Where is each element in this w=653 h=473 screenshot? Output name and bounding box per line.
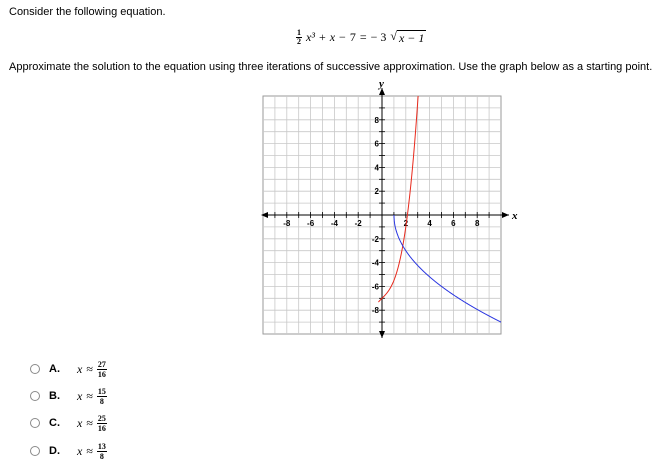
choice-value [77, 442, 107, 461]
y-tick-label: -8 [371, 306, 379, 316]
radio-c[interactable] [30, 418, 40, 428]
approx-icon: ≈ [86, 443, 93, 458]
choice-a[interactable] [30, 358, 107, 380]
approx-icon: ≈ [86, 361, 93, 376]
choice-fraction [97, 360, 107, 379]
equation-constant: 7 [349, 30, 356, 44]
choice-denominator: 8 [99, 451, 104, 461]
choice-letter: A. [49, 363, 60, 375]
choice-c[interactable] [30, 412, 107, 434]
choice-var: x [77, 388, 83, 403]
choice-numerator: 25 [97, 413, 106, 423]
y-axis-label: y [379, 78, 384, 90]
y-tick-label: -6 [371, 282, 379, 292]
equation-radicand: x − 1 [398, 31, 425, 45]
graph [262, 78, 518, 335]
choice-var: x [77, 415, 83, 430]
coef-numerator: 1 [297, 28, 301, 37]
instructions: Approximate the solution to the equation using three iterations of successive approximation. Use the graph below as a starting point. [9, 61, 653, 73]
choice-fraction [97, 414, 107, 433]
y-tick-label: 6 [374, 139, 379, 149]
y-tick-label: -4 [371, 258, 379, 268]
radio-a[interactable] [30, 364, 40, 374]
equation-equals: = [359, 30, 367, 44]
equation-sqrt [390, 29, 426, 46]
choice-d[interactable] [30, 440, 107, 462]
choice-denominator: 16 [97, 423, 106, 433]
y-tick-label: 8 [374, 115, 379, 125]
equation-coefficient [296, 29, 302, 46]
equation-term1: x³ [306, 30, 315, 44]
x-axis-arrow-icon [502, 212, 509, 218]
x-tick-label: -6 [307, 219, 315, 228]
choice-letter: B. [49, 390, 60, 402]
sqrt-icon: √ [390, 29, 397, 43]
equation-term2: x [329, 30, 336, 44]
equation-plus: + [318, 30, 326, 44]
choice-value [77, 360, 107, 379]
choice-b[interactable] [30, 385, 107, 407]
equation-rhs-coefficient: − 3 [370, 30, 387, 44]
equation-minus: − [339, 30, 346, 44]
x-tick-label: 4 [427, 219, 432, 228]
choice-letter: D. [49, 445, 60, 457]
x-tick-label: 6 [451, 219, 456, 228]
choice-numerator: 27 [97, 359, 106, 369]
choice-denominator: 16 [97, 369, 106, 379]
choice-letter: C. [49, 417, 60, 429]
choice-numerator: 15 [97, 386, 106, 396]
x-axis-label: x [512, 210, 518, 222]
choice-fraction [97, 442, 107, 461]
radio-d[interactable] [30, 446, 40, 456]
choice-var: x [77, 443, 83, 458]
y-tick-label: -2 [371, 234, 379, 244]
equation [296, 29, 426, 46]
approx-icon: ≈ [86, 388, 93, 403]
choice-numerator: 13 [97, 441, 106, 451]
x-tick-label: 2 [403, 219, 409, 228]
choice-value [77, 387, 107, 406]
choice-denominator: 8 [99, 396, 104, 406]
x-tick-label: 8 [474, 219, 480, 228]
choice-fraction [97, 387, 107, 406]
y-tick-label: 4 [374, 163, 379, 173]
question-intro: Consider the following equation. [9, 6, 166, 18]
coef-denominator: 2 [297, 37, 301, 46]
y-tick-label: 2 [374, 187, 379, 197]
radio-b[interactable] [30, 391, 40, 401]
x-tick-label: -8 [283, 219, 291, 228]
approx-icon: ≈ [86, 415, 93, 430]
x-tick-label: -4 [330, 219, 338, 228]
x-tick-label: -2 [354, 219, 362, 228]
choice-var: x [77, 361, 83, 376]
choice-value [77, 414, 107, 433]
